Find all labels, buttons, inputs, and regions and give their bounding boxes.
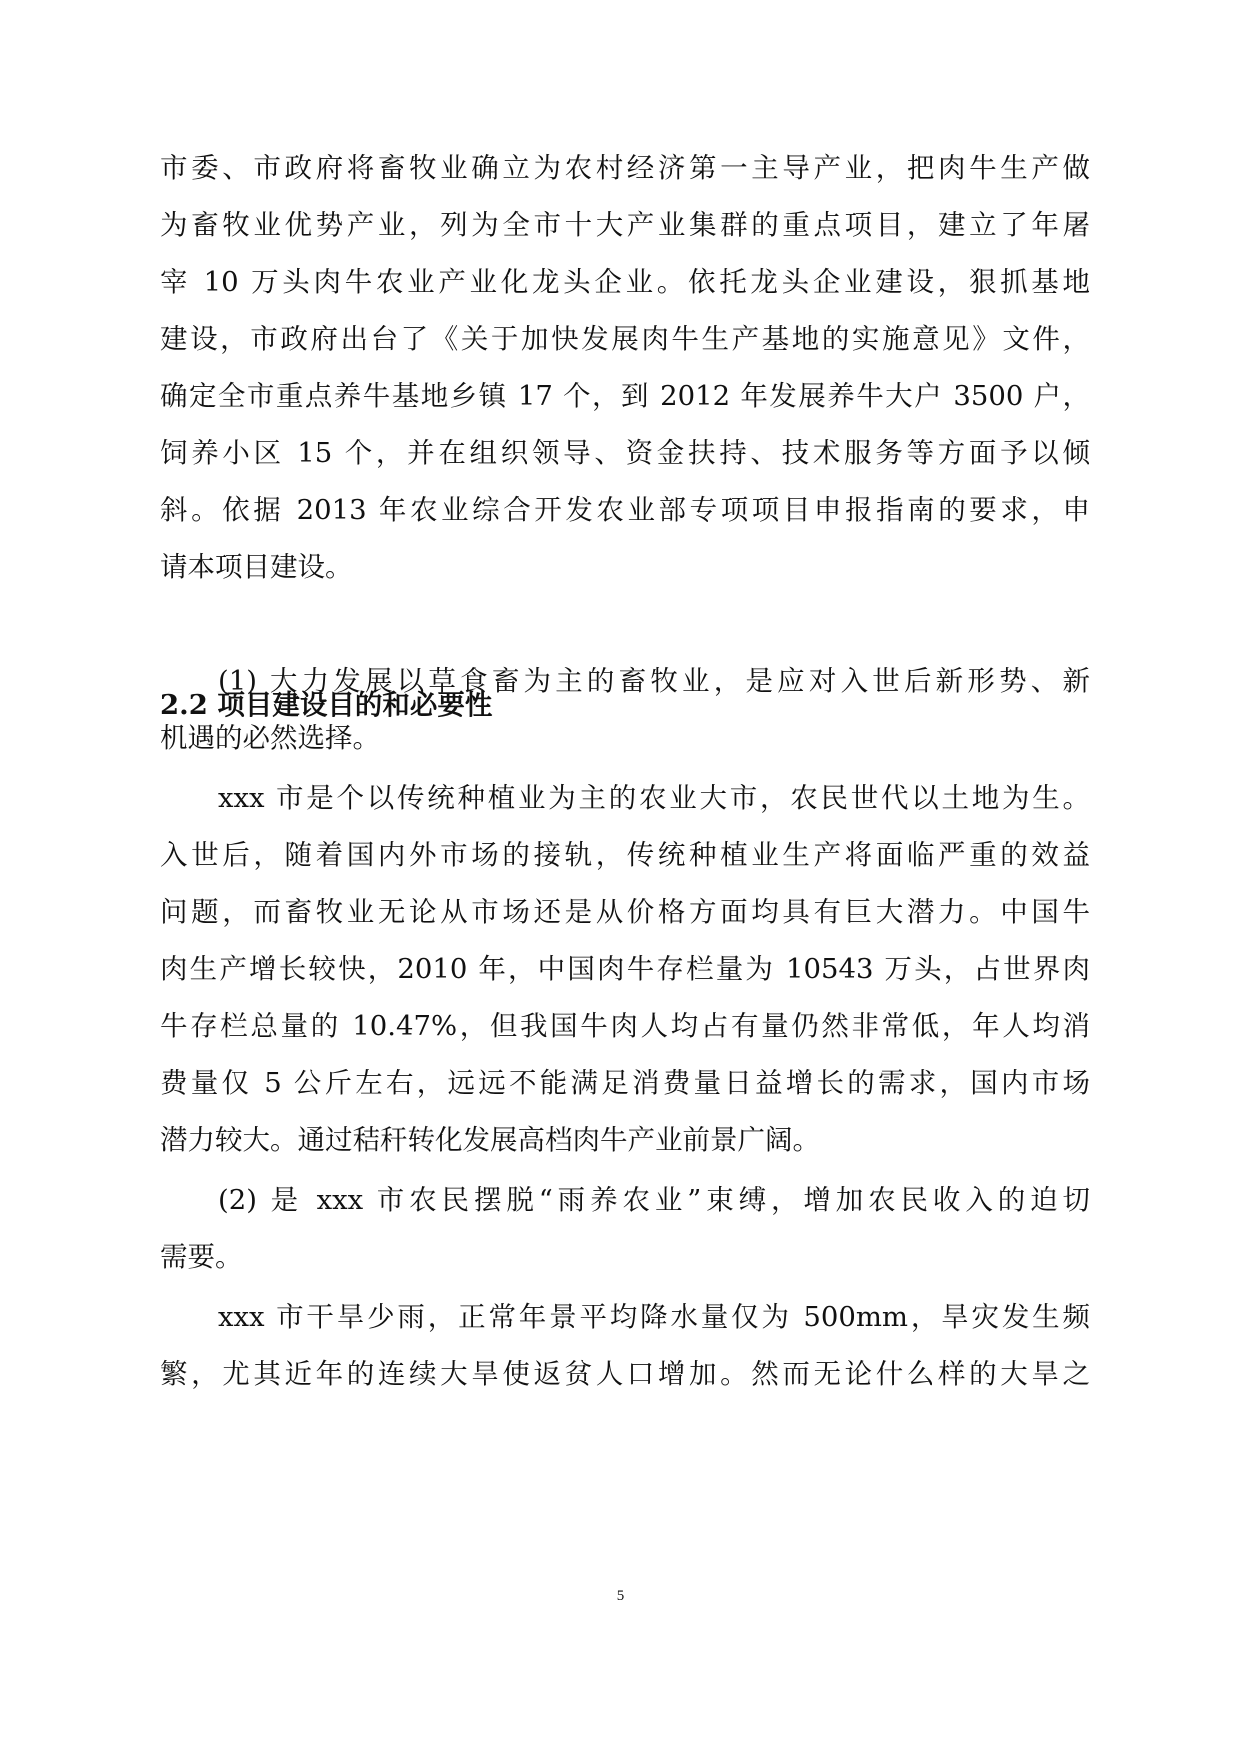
text-line: 饲养小区 15 个，并在组织领导、资金扶持、技术服务等方面予以倾: [160, 437, 1090, 469]
section-heading: 2.2 项目建设目的和必要性: [160, 689, 493, 721]
text-line: 宰 10 万头肉牛农业产业化龙头企业。依托龙头企业建设，狠抓基地: [160, 266, 1090, 298]
text-line: 需要。: [160, 1241, 243, 1273]
text-line: 为畜牧业优势产业，列为全市十大产业集群的重点项目，建立了年屠: [160, 209, 1090, 241]
text-line: 繁，尤其近年的连续大旱使返贫人口增加。然而无论什么样的大旱之: [160, 1358, 1090, 1390]
text-line: 肉生产增长较快，2010 年，中国肉牛存栏量为 10543 万头，占世界肉: [160, 953, 1090, 985]
text-line: 牛存栏总量的 10.47%，但我国牛肉人均占有量仍然非常低，年人均消: [160, 1010, 1090, 1042]
text-line: xxx 市干旱少雨，正常年景平均降水量仅为 500mm，旱灾发生频: [218, 1301, 1090, 1333]
text-line: 斜。依据 2013 年农业综合开发农业部专项项目申报指南的要求，申: [160, 494, 1090, 526]
text-line: 请本项目建设。: [160, 551, 353, 583]
text-line: (2) 是 xxx 市农民摆脱“雨养农业”束缚，增加农民收入的迫切: [218, 1184, 1090, 1216]
text-line: 机遇的必然选择。: [160, 722, 380, 754]
text-line: 费量仅 5 公斤左右，远远不能满足消费量日益增长的需求，国内市场: [160, 1067, 1090, 1099]
text-line: xxx 市是个以传统种植业为主的农业大市，农民世代以土地为生。: [218, 782, 1090, 814]
text-line: 入世后，随着国内外市场的接轨，传统种植业生产将面临严重的效益: [160, 839, 1090, 871]
text-line: (1) 大力发展以草食畜为主的畜牧业，是应对入世后新形势、新: [218, 665, 1090, 697]
page-number: 5: [616, 1588, 625, 1604]
text-line: 潜力较大。通过秸秆转化发展高档肉牛产业前景广阔。: [160, 1124, 820, 1156]
text-line: 市委、市政府将畜牧业确立为农村经济第一主导产业，把肉牛生产做: [160, 152, 1090, 184]
text-line: 建设，市政府出台了《关于加快发展肉牛生产基地的实施意见》文件，: [160, 323, 1090, 355]
text-line: 问题，而畜牧业无论从市场还是从价格方面均具有巨大潜力。中国牛: [160, 896, 1090, 928]
text-line: 确定全市重点养牛基地乡镇 17 个，到 2012 年发展养牛大户 3500 户，: [160, 380, 1090, 412]
